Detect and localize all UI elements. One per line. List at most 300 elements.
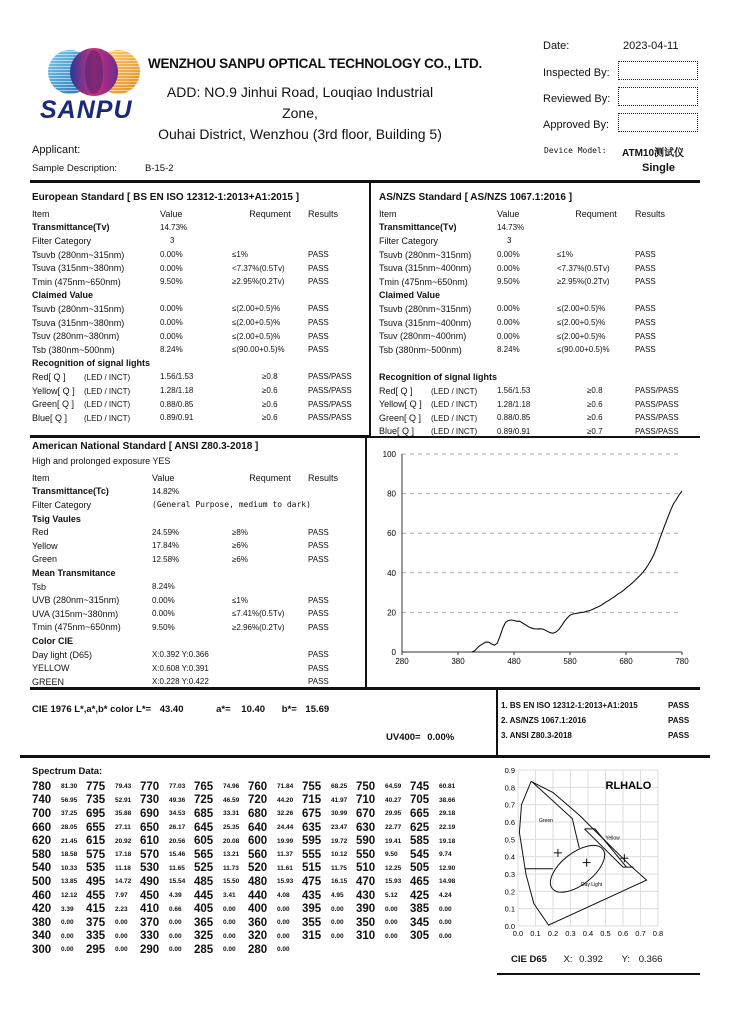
item-value: (General Purpose, medium to dark)	[152, 500, 311, 510]
spectrum-value: 44.20	[277, 796, 294, 804]
table-row	[32, 357, 368, 371]
result	[635, 289, 695, 303]
table-row	[379, 248, 695, 262]
spectrum-value: 19.99	[277, 837, 294, 845]
item-label: Claimed Value	[379, 290, 441, 301]
table-header-row	[379, 207, 695, 221]
result: PASS	[308, 263, 329, 273]
table-row	[32, 566, 368, 580]
spectrum-value: 14.72	[115, 878, 132, 886]
spectrum-value: 0.00	[277, 905, 290, 913]
item-value: 14.73%	[160, 222, 188, 232]
requirement	[557, 221, 635, 235]
signal-name: Red[ Q ]	[32, 371, 66, 382]
spectrum-wavelength: 380	[32, 916, 52, 929]
spectrum-wavelength: 425	[410, 889, 430, 902]
au-results-table	[379, 207, 695, 438]
spectrum-value: 4.24	[439, 892, 452, 900]
spectrum-wavelength: 605	[194, 835, 214, 848]
result: PASS	[308, 345, 329, 355]
requirement: ≤1%	[232, 595, 248, 605]
column-header: Value	[497, 208, 520, 219]
l-value: 43.40	[159, 704, 184, 715]
spectrum-value: 24.44	[277, 824, 294, 832]
signal-name-cell	[32, 384, 160, 398]
spectrum-value: 9.50	[385, 851, 398, 859]
spectrum-value: 41.97	[331, 796, 348, 804]
spectrum-wavelength: 505	[410, 862, 430, 875]
spectrum-value: 35.88	[115, 810, 132, 818]
spectrum-wavelength: 735	[86, 794, 106, 807]
spectrum-value: 4.95	[331, 892, 344, 900]
y-tick-label: 0.5	[504, 835, 515, 845]
spectrum-wavelength: 370	[140, 916, 160, 929]
spectrum-value: 7.97	[115, 892, 128, 900]
result	[308, 289, 368, 303]
table-row	[32, 343, 368, 357]
y-tick-label: 0.2	[504, 887, 515, 897]
signal-result: PASS/PASS	[635, 413, 679, 423]
y-tick-label: 40	[387, 568, 396, 578]
address-line-1: ADD: NO.9 Jinhui Road, Louqiao Industrial Zone,	[166, 84, 434, 121]
item-label: Tsuva (315nm~380nm)	[32, 317, 125, 328]
item-value: 8.24%	[160, 345, 183, 355]
requirement: ≥6%	[232, 541, 248, 551]
table-row	[379, 275, 695, 289]
signal-mode: (LED / INCT)	[84, 400, 131, 410]
table-row	[379, 357, 695, 371]
spectrum-value: 0.00	[277, 946, 290, 954]
green-region-boundary	[532, 782, 579, 848]
signal-value: 1.28/1.18	[160, 386, 194, 396]
item-value: 8.24%	[152, 582, 175, 592]
item-value	[497, 289, 557, 303]
divider	[30, 180, 700, 183]
signal-mode: (LED / INCT)	[431, 427, 478, 437]
result: PASS	[308, 527, 329, 537]
result: PASS	[308, 541, 329, 551]
item-label: Color CIE	[32, 635, 74, 646]
spectrum-value: 0.00	[169, 946, 182, 954]
spectrum-wavelength: 470	[356, 875, 376, 888]
summary-row	[501, 731, 689, 746]
spectrum-wavelength: 305	[410, 930, 430, 943]
x-tick-label: 280	[395, 657, 409, 666]
spectrum-value: 22.19	[439, 824, 456, 832]
eu-standard-title: European Standard [ BS EN ISO 12312-1:2013+A1:2015 ]	[32, 192, 300, 203]
divider	[30, 435, 370, 438]
address	[155, 82, 445, 145]
spectrum-value: 21.45	[61, 837, 78, 845]
spectrum-wavelength: 650	[140, 821, 160, 834]
uv400-value: 0.00%	[427, 732, 455, 743]
x-tick-label: 680	[619, 657, 633, 666]
signal-value: 0.89/0.91	[160, 413, 194, 423]
requirement	[232, 580, 308, 594]
spectrum-value: 0.00	[61, 946, 74, 954]
spectrum-wavelength: 360	[248, 916, 268, 929]
summary-list	[501, 701, 689, 746]
table-row	[32, 634, 368, 648]
spectrum-wavelength: 580	[32, 848, 52, 861]
table-row	[32, 485, 368, 499]
item-label: Tsuva (315nm~380nm)	[32, 263, 125, 274]
signal-mode: (LED / INCT)	[431, 400, 478, 410]
x-tick-label: 0.7	[635, 929, 646, 938]
spectrum-title: Spectrum Data:	[32, 766, 103, 777]
summary-standard: 1. BS EN ISO 12312-1:2013+A1:2015	[501, 701, 638, 710]
column-header: Requment	[249, 208, 291, 219]
item-label: Day light (D65)	[32, 649, 93, 660]
signal-name-cell	[32, 370, 160, 384]
item-label: Claimed Value	[32, 290, 94, 301]
cie-chromaticity-chart	[500, 764, 695, 944]
spectrum-value: 60.81	[439, 783, 456, 791]
divider	[496, 687, 498, 757]
y-tick-label: 0.3	[504, 870, 515, 879]
spectrum-wavelength: 625	[410, 821, 430, 834]
spectrum-data-table	[32, 780, 464, 957]
result: PASS	[308, 277, 329, 287]
spectrum-value: 12.90	[439, 864, 456, 872]
signal-name: Green[ Q ]	[379, 412, 422, 423]
summary-standard: 2. AS/NZS 1067.1:2016	[501, 716, 587, 725]
spectrum-value: 0.00	[439, 932, 452, 940]
spectrum-wavelength: 455	[86, 889, 106, 902]
item-value: 0.00%	[497, 304, 520, 314]
item-value: 12.58%	[152, 554, 180, 564]
spectrum-value: 77.03	[169, 783, 186, 791]
signal-mode: (LED / INCT)	[84, 372, 131, 382]
signal-result: PASS/PASS	[635, 386, 679, 396]
signal-name-cell	[32, 397, 160, 411]
summary-result: PASS	[668, 701, 690, 710]
item-label: Tmin (475nm~650nm)	[32, 276, 121, 287]
spectrum-row	[32, 780, 464, 794]
item-value: 0.00%	[152, 609, 175, 619]
spectrum-value: 0.00	[223, 919, 236, 927]
item-value	[497, 370, 557, 384]
result: PASS	[635, 331, 656, 341]
logo-circles-icon	[44, 46, 144, 96]
spectrum-row	[32, 821, 464, 835]
measure-mode: Single	[642, 162, 676, 174]
requirement: ≥2.96%(0.2Tv)	[232, 622, 285, 632]
inspected-by-label: Inspected By:	[543, 67, 610, 79]
au-standard-title: AS/NZS Standard [ AS/NZS 1067.1:2016 ]	[379, 192, 573, 203]
spectrum-wavelength: 530	[140, 862, 160, 875]
b-value: 15.69	[305, 704, 330, 715]
spectrum-value: 15.93	[277, 878, 294, 886]
signal-requirement: ≥0.8	[262, 372, 278, 382]
signal-value: 0.88/0.85	[497, 413, 531, 423]
signal-result: PASS/PASS	[308, 372, 352, 382]
applicant-label: Applicant:	[32, 144, 81, 156]
spectrum-value: 20.56	[169, 837, 186, 845]
spectrum-wavelength: 705	[410, 794, 430, 807]
result	[308, 485, 368, 499]
result	[308, 234, 368, 248]
spectrum-row	[32, 834, 464, 848]
signal-requirement: ≥0.7	[587, 426, 603, 436]
spectral-locus	[519, 781, 646, 925]
table-row	[32, 512, 368, 526]
y-tick-label: 0.0	[504, 922, 515, 931]
item-label: Recognition of signal lights	[32, 358, 150, 369]
requirement: ≤1%	[232, 250, 248, 260]
spectrum-value: 16.15	[331, 878, 348, 886]
summary-result: PASS	[668, 716, 690, 725]
column-header: Value	[152, 472, 175, 483]
spectrum-wavelength: 665	[410, 807, 430, 820]
requirement	[232, 357, 308, 371]
signal-name: Green[ Q ]	[32, 399, 75, 410]
item-value: 3	[507, 236, 512, 246]
summary-result: PASS	[668, 731, 690, 740]
spectrum-wavelength: 355	[302, 916, 322, 929]
requirement	[557, 370, 635, 384]
spectrum-wavelength: 730	[140, 794, 160, 807]
requirement	[557, 289, 635, 303]
item-label: Tsuvb (280nm~315nm)	[32, 249, 125, 260]
column-header: Results	[635, 208, 666, 219]
region-label: Green	[539, 818, 553, 824]
y-tick-label: 0.1	[504, 904, 515, 914]
table-row	[32, 525, 368, 539]
inspected-by-field[interactable]	[618, 61, 698, 80]
signal-mode: (LED / INCT)	[431, 413, 478, 423]
signal-name: Red[ Q ]	[379, 385, 413, 396]
spectrum-wavelength: 685	[194, 807, 214, 820]
spectrum-value: 10.33	[61, 864, 78, 872]
spectrum-value: 0.00	[223, 932, 236, 940]
spectrum-value: 3.39	[61, 905, 74, 913]
table-row	[379, 370, 695, 384]
table-row	[32, 580, 368, 594]
result	[635, 221, 695, 235]
spectrum-value: 2.23	[115, 905, 128, 913]
table-row	[32, 329, 368, 343]
signal-row	[379, 425, 695, 439]
column-header: Results	[308, 472, 339, 483]
item-value	[152, 566, 232, 580]
spectrum-value: 0.00	[439, 919, 452, 927]
spectrum-value: 46.59	[223, 796, 240, 804]
requirement: ≤7.41%(0.5Tv)	[232, 609, 285, 619]
requirement: ≤(2.00+0.5)%	[232, 304, 281, 314]
item-value: 17.84%	[152, 541, 180, 551]
spectrum-value: 0.00	[385, 905, 398, 913]
item-label: Tsuva (315nm~400nm)	[379, 317, 472, 328]
x-tick-label: 0.5	[600, 929, 611, 938]
item-label: Tsuvb (280nm~315nm)	[32, 303, 125, 314]
company-logo	[44, 46, 144, 96]
ansi-results-table	[32, 471, 368, 689]
spectrum-wavelength: 480	[248, 875, 268, 888]
requirement	[557, 357, 635, 371]
table-row	[32, 316, 368, 330]
result: PASS	[308, 554, 329, 564]
table-row	[32, 621, 368, 635]
table-row	[379, 302, 695, 316]
result: PASS	[635, 277, 656, 287]
item-value: 0.00%	[160, 304, 183, 314]
item-label: Filter Category	[32, 499, 92, 510]
signal-row	[32, 397, 368, 411]
divider	[497, 973, 700, 975]
spectrum-wavelength: 585	[410, 835, 430, 848]
spectrum-value: 15.93	[385, 878, 402, 886]
summary-row	[501, 716, 689, 731]
spectrum-value: 4.39	[169, 892, 182, 900]
spectrum-wavelength: 690	[140, 807, 160, 820]
spectrum-wavelength: 335	[86, 930, 106, 943]
item-label: Mean Transmitance	[32, 567, 116, 578]
item-value: 9.50%	[497, 277, 520, 287]
signal-result: PASS/PASS	[635, 399, 679, 409]
spectrum-value: 34.53	[169, 810, 186, 818]
spectrum-value: 0.00	[223, 905, 236, 913]
result: PASS	[308, 622, 329, 632]
spectrum-wavelength: 515	[302, 862, 322, 875]
eu-results-table	[32, 207, 368, 425]
result: PASS	[635, 263, 656, 273]
spectrum-wavelength: 280	[248, 943, 268, 956]
spectrum-wavelength: 575	[86, 848, 106, 861]
spectrum-value: 40.27	[385, 796, 402, 804]
spectrum-wavelength: 720	[248, 794, 268, 807]
signal-name-cell	[379, 384, 497, 398]
result: PASS	[308, 304, 329, 314]
spectrum-value: 23.47	[331, 824, 348, 832]
column-header: Requment	[575, 208, 617, 219]
spectrum-wavelength: 675	[302, 807, 322, 820]
spectrum-value: 20.92	[115, 837, 132, 845]
item-label: Tsuvb (280nm~315nm)	[379, 249, 472, 260]
y-tick-label: 100	[382, 450, 396, 459]
item-label: Filter Category	[32, 235, 92, 246]
item-value: 0.00%	[497, 331, 520, 341]
result: PASS	[635, 345, 656, 355]
address-line-2: Ouhai District, Wenzhou (3rd floor, Building 5)	[158, 126, 442, 142]
spectrum-wavelength: 710	[356, 794, 376, 807]
cie-d65-label: CIE D65	[511, 954, 547, 965]
item-value: 3	[170, 236, 175, 246]
x-tick-label: 0.2	[547, 929, 559, 938]
table-row	[32, 289, 368, 303]
spectrum-value: 10.12	[331, 851, 348, 859]
spectrum-value: 33.31	[223, 810, 240, 818]
item-label: Tsuva (315nm~400nm)	[379, 263, 472, 274]
result	[635, 357, 695, 371]
item-label: UVB (280nm~315nm)	[32, 595, 120, 606]
cie-x-value: 0.392	[579, 954, 603, 965]
y-tick-label: 20	[387, 608, 396, 618]
requirement	[232, 661, 308, 675]
table-row	[32, 607, 368, 621]
spectrum-row	[32, 807, 464, 821]
y-tick-label: 80	[387, 489, 396, 499]
ansi-standard-title: American National Standard [ ANSI Z80.3-2018 ]	[32, 441, 259, 452]
spectrum-wavelength: 445	[194, 889, 214, 902]
spectrum-wavelength: 630	[356, 821, 376, 834]
spectrum-value: 11.18	[115, 864, 131, 872]
spectrum-wavelength: 330	[140, 930, 160, 943]
uv400-row	[386, 732, 454, 743]
signal-name: Yellow[ Q ]	[32, 385, 75, 396]
spectrum-wavelength: 545	[410, 848, 430, 861]
spectrum-row	[32, 889, 464, 903]
spectrum-wavelength: 535	[86, 862, 106, 875]
spectrum-value: 0.00	[115, 919, 128, 927]
column-header: Results	[308, 208, 339, 219]
result: PASS	[308, 318, 329, 328]
spectrum-wavelength: 610	[140, 835, 160, 848]
requirement	[232, 221, 308, 235]
requirement: ≤(2.00+0.5)%	[232, 318, 281, 328]
requirement	[232, 289, 308, 303]
spectrum-value: 0.00	[277, 919, 290, 927]
item-value: 8.24%	[497, 345, 520, 355]
x-tick-label: 0.1	[530, 929, 541, 938]
signal-row	[32, 411, 368, 425]
table-row	[379, 316, 695, 330]
item-value: 0.00%	[160, 331, 183, 341]
column-header: Item	[32, 472, 50, 483]
signal-row	[379, 384, 695, 398]
column-header: Item	[379, 208, 397, 219]
sample-description-label: Sample Description:	[32, 163, 118, 174]
signal-requirement: ≥0.8	[587, 386, 603, 396]
spectrum-wavelength: 485	[194, 875, 214, 888]
spectrum-wavelength: 740	[32, 794, 52, 807]
spectrum-wavelength: 615	[86, 835, 106, 848]
spectrum-value: 0.66	[169, 905, 182, 913]
signal-name: Yellow[ Q ]	[379, 399, 422, 410]
cie-point-green	[554, 849, 562, 857]
signal-name: Blue[ Q ]	[32, 412, 68, 423]
item-value: 9.50%	[152, 622, 175, 632]
spectrum-wavelength: 725	[194, 794, 214, 807]
spectrum-value: 38.66	[439, 796, 456, 804]
requirement: ≤(90.00+0.5)%	[232, 345, 285, 355]
spectrum-value: 0.00	[115, 946, 128, 954]
table-row	[32, 498, 368, 512]
spectrum-row	[32, 875, 464, 889]
approved-by-label: Approved By:	[543, 119, 610, 131]
spectrum-wavelength: 350	[356, 916, 376, 929]
item-value	[160, 289, 232, 303]
item-value: 14.82%	[152, 486, 180, 496]
spectrum-value: 13.21	[223, 851, 240, 859]
cie-x-label: X:	[563, 954, 573, 965]
spectrum-wavelength: 590	[356, 835, 376, 848]
x-tick-label: 580	[563, 657, 577, 666]
approved-by-field[interactable]	[618, 113, 698, 132]
reviewed-by-field[interactable]	[618, 87, 698, 106]
spectrum-wavelength: 765	[194, 780, 214, 793]
cie-y-value: 0.366	[638, 954, 663, 965]
spectrum-wavelength: 320	[248, 930, 268, 943]
signal-requirement: ≥0.6	[587, 399, 603, 409]
reviewed-by-label: Reviewed By:	[543, 93, 611, 105]
spectrum-wavelength: 495	[86, 875, 106, 888]
spectrum-value: 0.00	[439, 905, 452, 913]
spectrum-value: 56.95	[61, 796, 78, 804]
table-row	[379, 329, 695, 343]
spectrum-value: 0.00	[61, 919, 74, 927]
spectrum-value: 15.54	[169, 878, 186, 886]
